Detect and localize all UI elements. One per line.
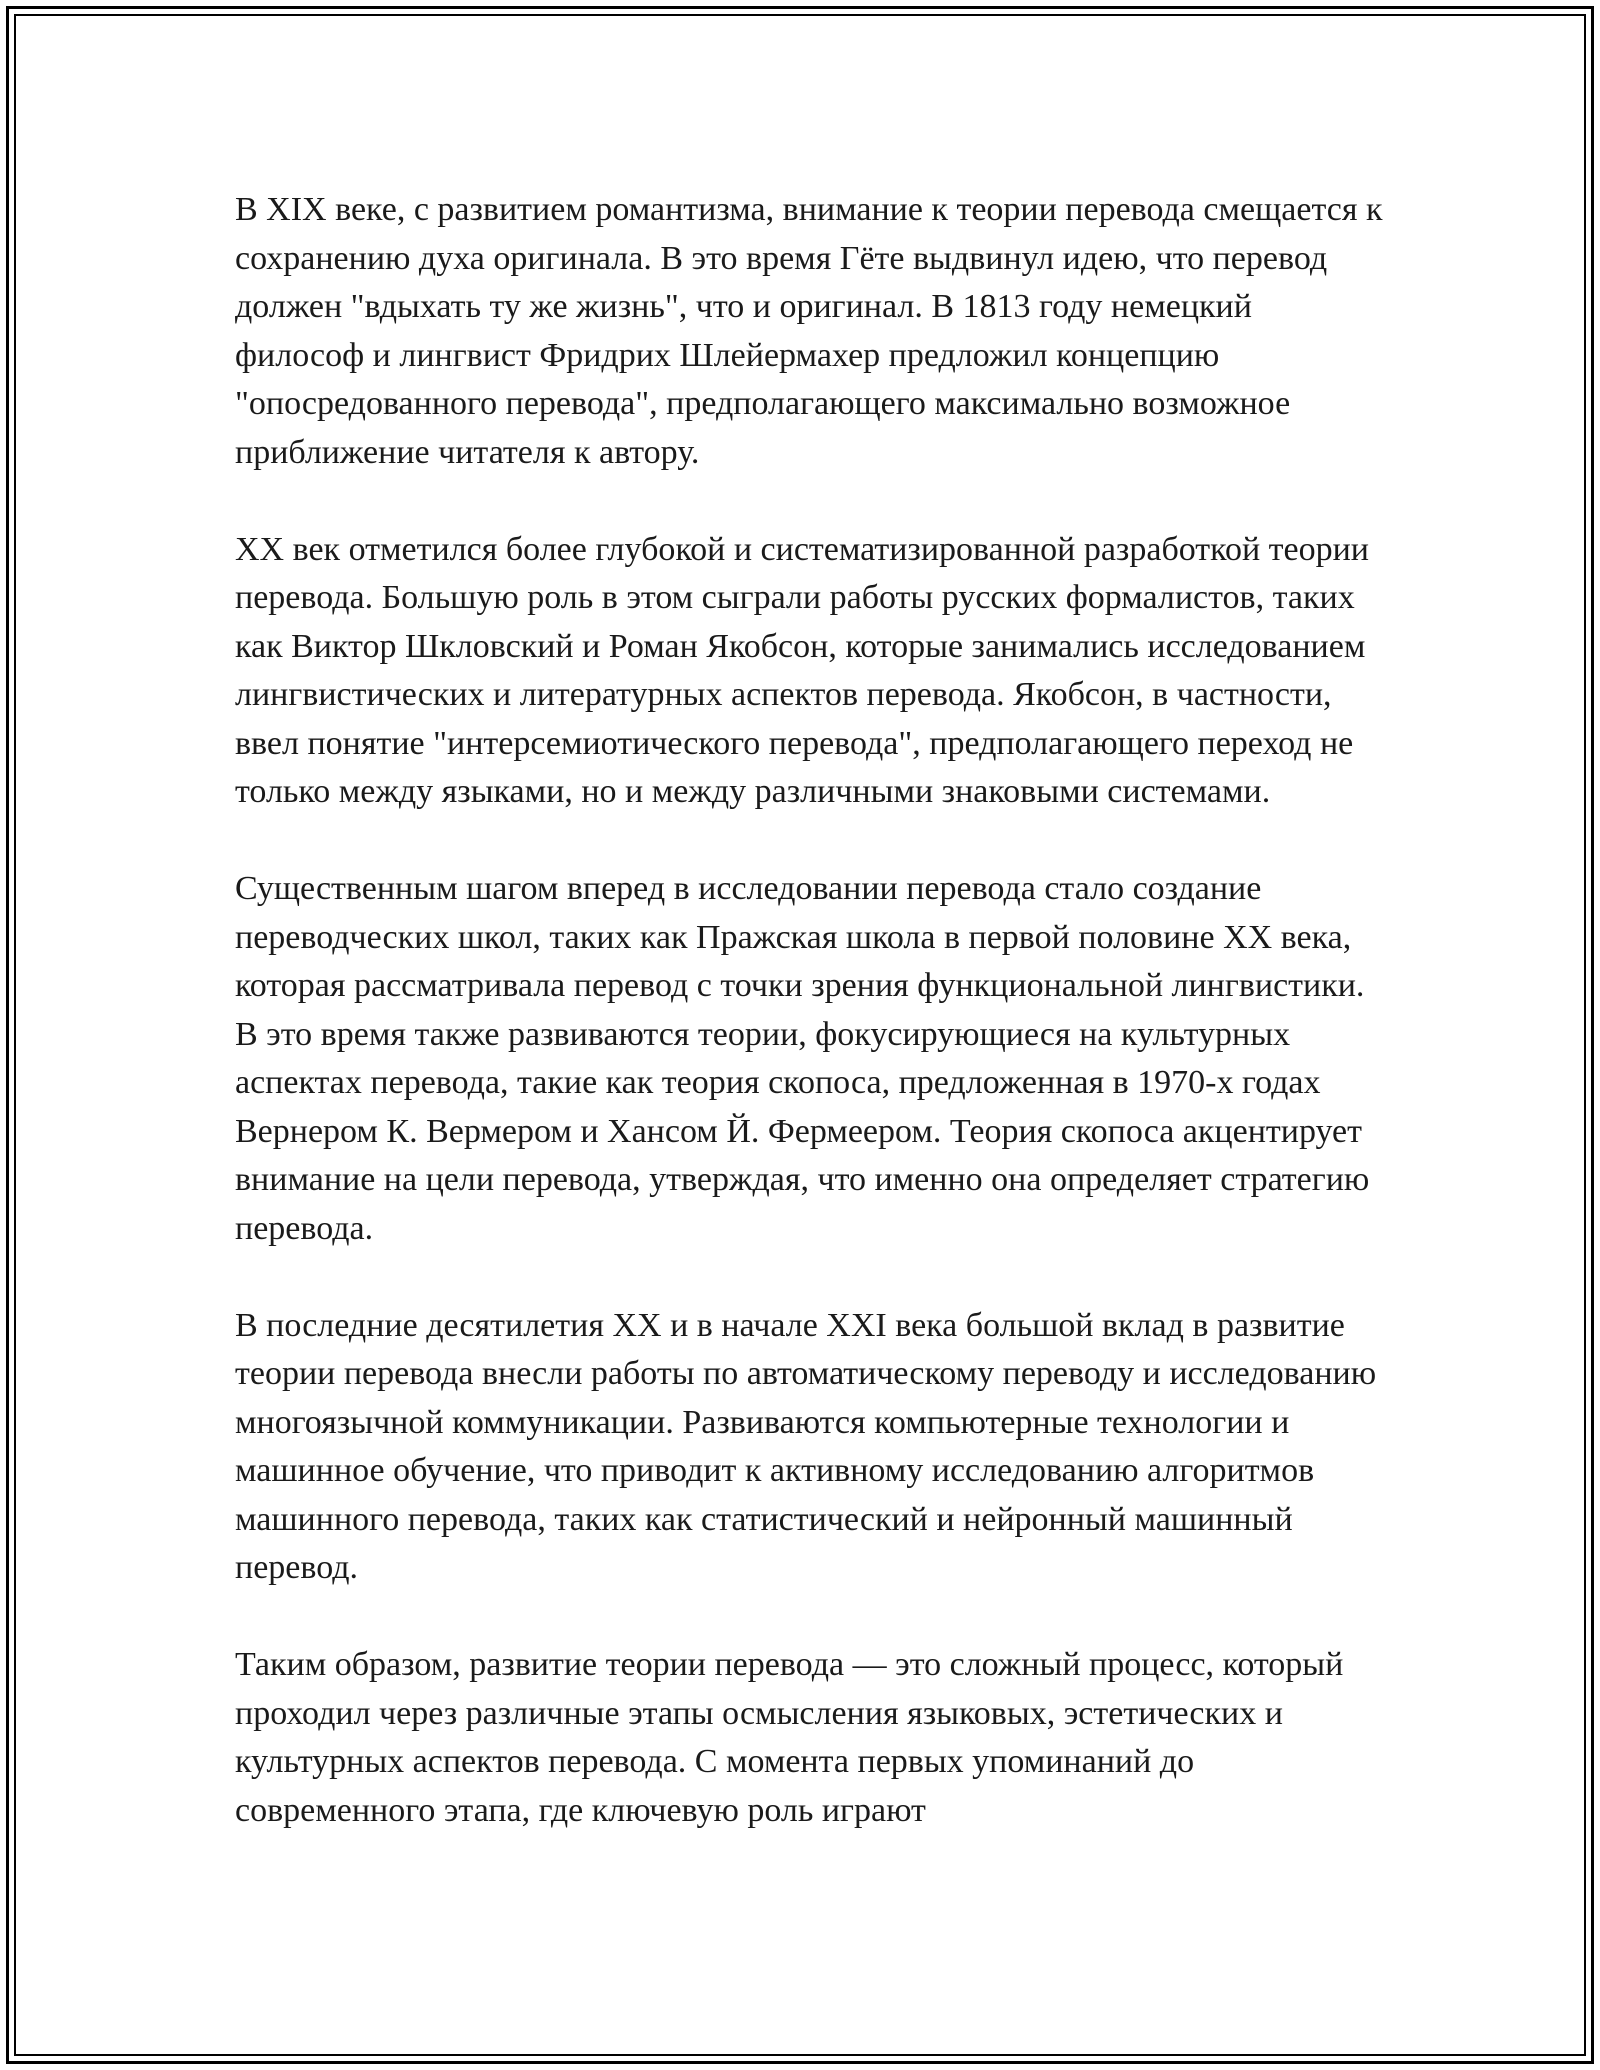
document-body: [235, 186, 1385, 1884]
paragraph-3: Существенным шагом вперед в исследовании перевода стало создание переводческих школ, таких как Пражская школа в первой половине XX века, которая рассматривала перевод с точки зрения функциональной лингвистики. В это время также развиваются теории, фокусирующиеся на культурных аспектах перевода, такие как теория скопоса, предложенная в 1970-х годах Вернером К. Вермером и Хансом Й. Фермеером. Теория скопоса акцентирует внимание на цели перевода, утверждая, что именно она определяет стратегию перевода.: [235, 870, 1370, 1247]
paragraph-1: В XIX веке, с развитием романтизма, внимание к теории перевода смещается к сохранению духа оригинала. В это время Гёте выдвинул идею, что перевод должен "вдыхать ту же жизнь", что и оригинал. В 1813 году немецкий философ и лингвист Фридрих Шлейермахер предложил концепцию "опосредованного перевода", предполагающего максимально возможное приближение читателя к автору.: [235, 191, 1383, 471]
paragraph-4: В последние десятилетия XX и в начале XXI века большой вклад в развитие теории перевода внесли работы по автоматическому переводу и исследованию многоязычной коммуникации. Развиваются компьютерные технологии и машинное обучение, что приводит к активному исследованию алгоритмов машинного перевода, таких как статистический и нейронный машинный перевод.: [235, 1306, 1377, 1586]
paragraph-5: Таким образом, развитие теории перевода — это сложный процесс, который проходил через различные этапы осмысления языковых, эстетических и культурных аспектов перевода. С момента первых упоминаний до современного этапа, где ключевую роль играют: [235, 1646, 1344, 1829]
paragraph-2: XX век отметился более глубокой и систематизированной разработкой теории перевода. Большую роль в этом сыграли работы русских формалистов, таких как Виктор Шкловский и Роман Якобсон, которые занимались исследованием лингвистических и литературных аспектов перевода. Якобсон, в частности, ввел понятие "интерсемиотического перевода", предполагающего переход не только между языками, но и между различными знаковыми системами.: [235, 530, 1369, 810]
